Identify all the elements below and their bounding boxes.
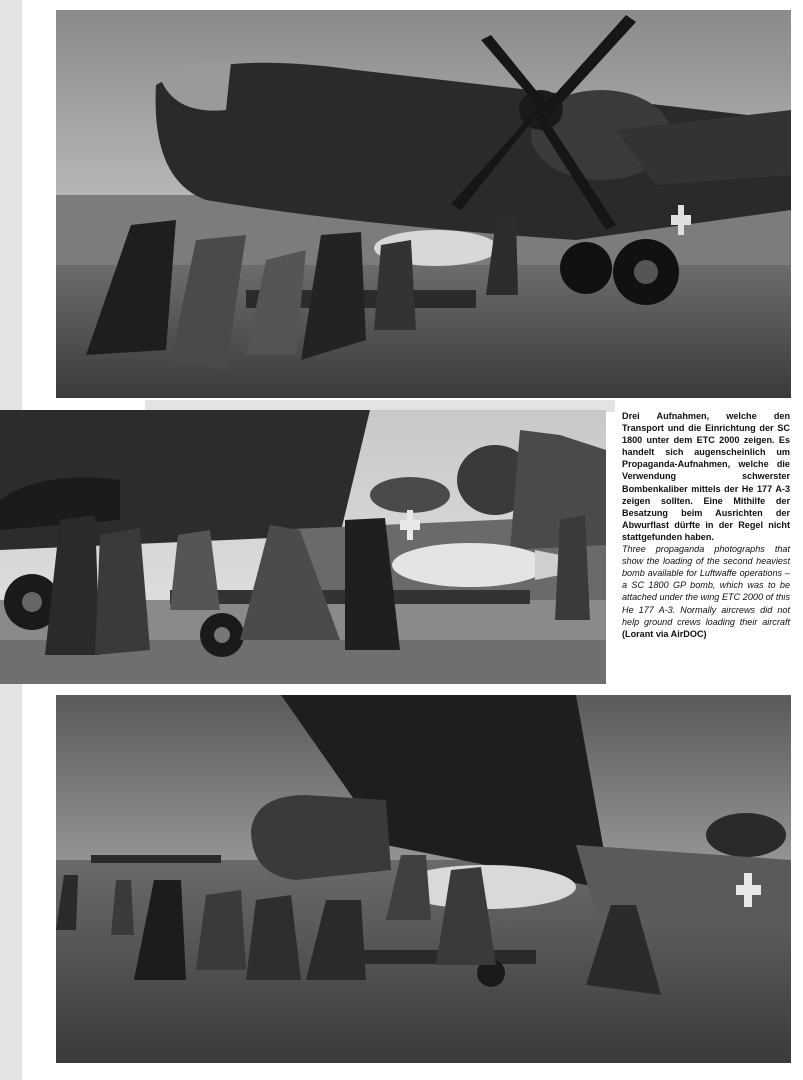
- photo-bottom: [56, 695, 791, 1063]
- caption-credit: (Lorant via AirDOC): [622, 628, 707, 639]
- photo-caption: [622, 410, 790, 640]
- caption-english: Three propaganda photographs that show the loading of the second heaviest bomb available for Luftwaffe operations – a SC 1800 GP bomb, which was to be attached under the wing ETC 2000 of this He 177 A-3. Normally aircrews did not help ground crews loading their aircraft: [622, 544, 790, 627]
- photo-bottom-image: [56, 695, 791, 1063]
- photo-middle-image: [0, 410, 606, 684]
- caption-german: Drei Aufnahmen, welche den Transport und die Einrichtung der SC 1800 unter dem ETC 2000 zeigen. Es handelt sich augenscheinlich um Propaganda-Aufnahmen, welche die Verwendung schwerster Bombenkaliber mittels der He 177 A-3 zeigen sollten. Eine Mithilfe der Besatzung beim Ausrichten der Abwurflast dürfte in der Regel nicht stattgefunden haben.: [622, 411, 790, 542]
- photo-top: [56, 10, 791, 398]
- photo-top-image: [56, 10, 791, 398]
- photo-middle: [0, 410, 606, 684]
